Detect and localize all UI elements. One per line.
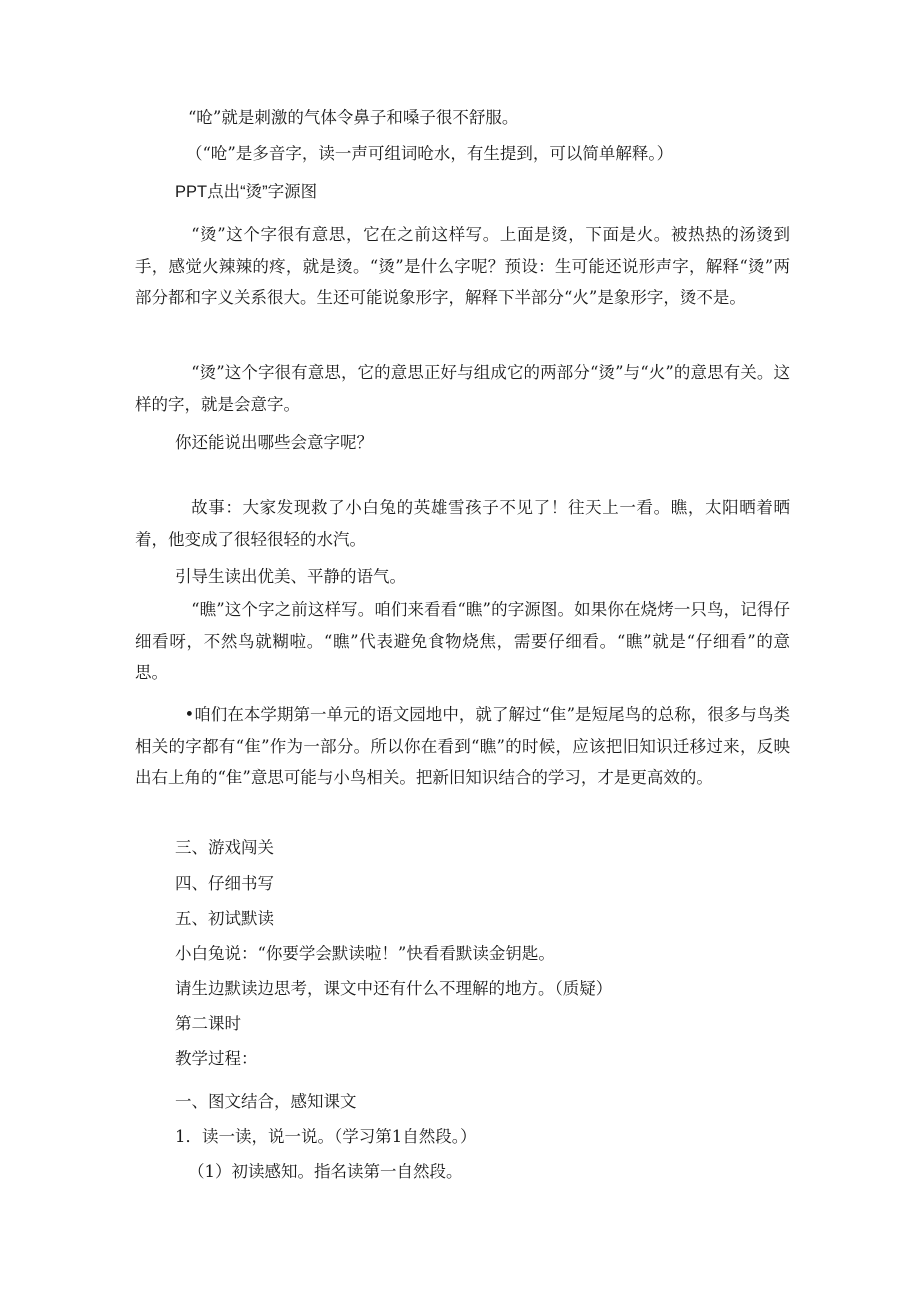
text-line: 教学过程： <box>175 1049 258 1068</box>
section-heading: 一、图文结合，感知课文 <box>175 1092 357 1111</box>
text-line: （“呛”是多音字，读一声可组词呛水，有生提到，可以简单解释。） <box>186 144 674 163</box>
text-line: 1．读一读，说一说。（学习第1自然段。） <box>175 1127 477 1146</box>
paragraph: “烫”这个字很有意思，它的意思正好与组成它的两部分“烫”与“火”的意思有关。这样的字，就是会意字。 <box>135 363 790 414</box>
text-line: （1）初读感知。指名读第一自然段。 <box>188 1162 463 1181</box>
section-heading: 三、游戏闯关 <box>175 838 274 857</box>
paragraph: 故事：大家发现救了小白兔的英雄雪孩子不见了！往天上一看。瞧，太阳晒着晒着，他变成了很轻很轻的水汽。 <box>135 498 790 549</box>
text-line: PPT点出“烫”字源图 <box>175 183 318 201</box>
text-line: 引导生读出优美、平静的语气。 <box>175 567 406 586</box>
text-line: 请生边默读边思考，课文中还有什么不理解的地方。（质疑） <box>175 979 613 998</box>
text-line: 你还能说出哪些会意字呢？ <box>175 433 373 452</box>
paragraph: “瞧”这个字之前这样写。咱们来看看“瞧”的字源图。如果你在烧烤一只鸟，记得仔细看呀，不然鸟就糊啦。“瞧”代表避免食物烧焦，需要仔细看。“瞧”就是“仔细看”的意思。 <box>135 600 790 683</box>
paragraph: “烫”这个字很有意思，它在之前这样写。上面是烫，下面是火。被热热的汤烫到手，感觉火辣辣的疼，就是烫。“烫”是什么字呢？预设：生可能还说形声字，解释“烫”两部分都和字义关系很大。生还可能说象形字，解释下半部分“火”是象形字，烫不是。 <box>135 225 790 308</box>
text-line: 小白兔说：“你要学会默读啦！”快看看默读金钥匙。 <box>175 944 555 963</box>
lesson-heading: 第二课时 <box>175 1014 241 1033</box>
section-heading: 五、初试默读 <box>175 909 274 928</box>
paragraph: •咱们在本学期第一单元的语文园地中，就了解过“隹”是短尾鸟的总称，很多与鸟类相关的字都有“隹”作为一部分。所以你在看到“瞧”的时候，应该把旧知识迁移过来，反映出右上角的“隹”意思可能与小鸟相关。把新旧知识结合的学习，才是更高效的。 <box>135 705 790 788</box>
text-line: “呛”就是刺激的气体令鼻子和嗓子很不舒服。 <box>188 108 519 127</box>
section-heading: 四、仔细书写 <box>175 874 274 893</box>
